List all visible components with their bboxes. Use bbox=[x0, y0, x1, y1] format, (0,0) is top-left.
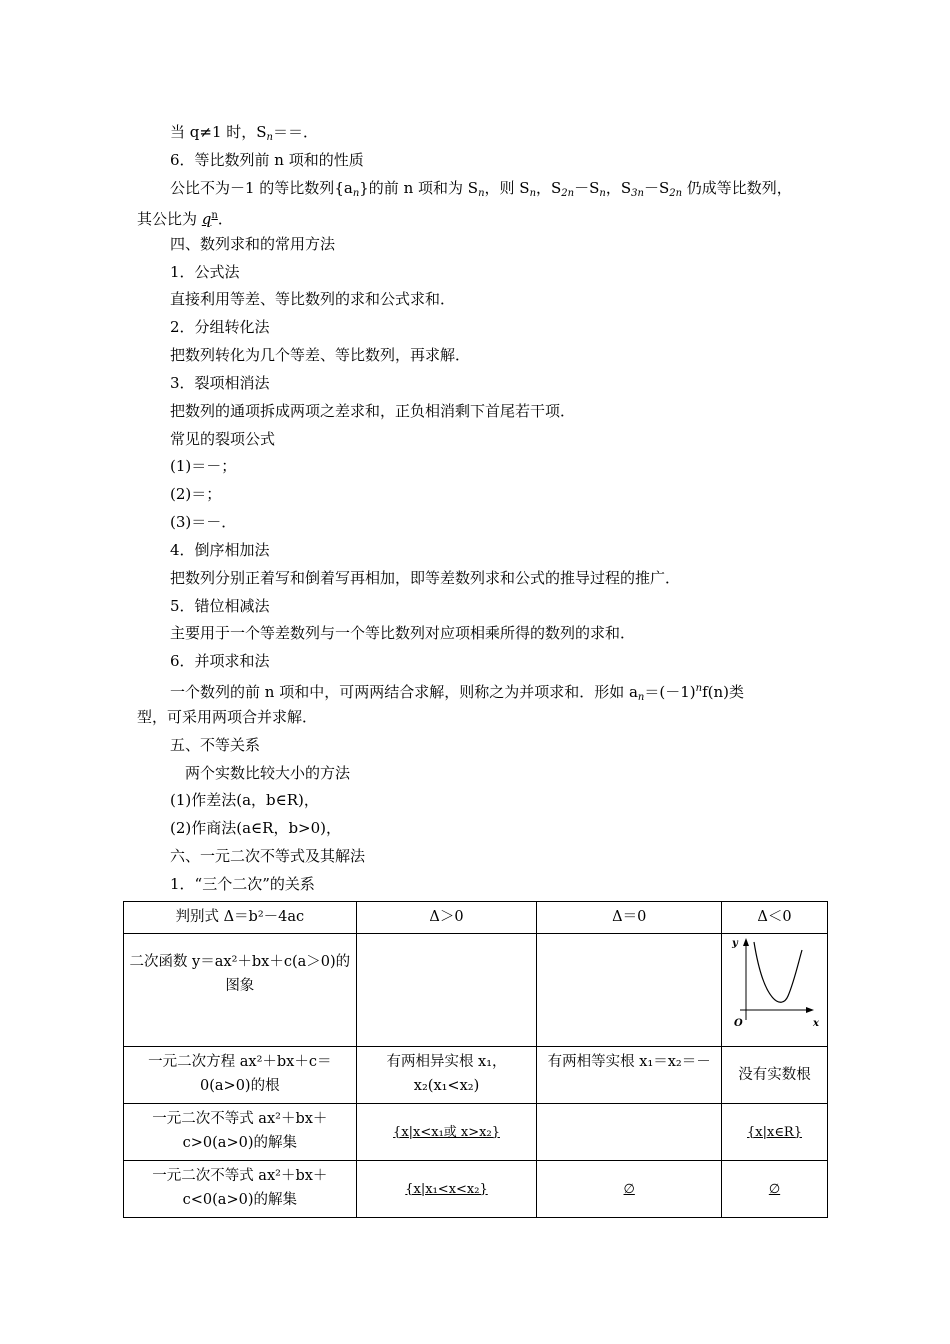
table-cell: 有两相等实根 x₁＝x₂＝－ bbox=[537, 1047, 722, 1104]
x-label: x bbox=[813, 1018, 819, 1029]
text-line-19: 主要用于一个等差数列与一个等比数列对应项相乘所得的数列的求和． bbox=[170, 624, 636, 642]
text-line-13: (1)＝－； bbox=[170, 457, 237, 475]
text-line-1: 当 q≠1 时，$S_n==$． bbox=[170, 123, 318, 143]
text-line-6: 1．公式法 bbox=[170, 263, 240, 281]
table-cell-graph bbox=[722, 934, 828, 1047]
table-cell bbox=[537, 1104, 722, 1161]
table-cell bbox=[356, 1161, 537, 1218]
text-line-16: 4．倒序相加法 bbox=[170, 541, 270, 559]
text-line-2: 6．等比数列前 n 项和的性质 bbox=[170, 151, 364, 169]
text-line-14: (2)＝； bbox=[170, 485, 222, 503]
text-line-15: (3)＝－． bbox=[170, 513, 237, 531]
table-cell bbox=[722, 1161, 828, 1218]
solution-set: {x|x∈R} bbox=[747, 1124, 802, 1140]
parabola-graph bbox=[726, 934, 823, 1034]
text-line-7: 直接利用等差、等比数列的求和公式求和． bbox=[170, 290, 456, 308]
text-line-18: 5．错位相减法 bbox=[170, 597, 270, 615]
table-cell: 二次函数 y＝ax²＋bx＋c(a＞0)的图象 bbox=[124, 934, 357, 1047]
table-cell bbox=[356, 1104, 537, 1161]
text-line-20: 6．并项求和法 bbox=[170, 652, 270, 670]
section-heading-5: 五、不等关系 bbox=[170, 736, 261, 754]
y-axis-arrow bbox=[743, 938, 749, 946]
solution-set: {x|x<x₁或 x>x₂} bbox=[393, 1124, 500, 1140]
text-line-22: 型，可采用两项合并求解． bbox=[137, 708, 318, 726]
text-line-17: 把数列分别正着写和倒着写再相加，即等差数列求和公式的推导过程的推广． bbox=[170, 569, 681, 587]
x-axis-arrow bbox=[806, 1007, 814, 1013]
table-cell: 一元二次不等式 ax²＋bx＋c>0(a>0)的解集 bbox=[124, 1104, 357, 1161]
empty-set: ∅ bbox=[768, 1181, 781, 1197]
table-cell bbox=[356, 934, 537, 1047]
section-heading-6: 六、一元二次不等式及其解法 bbox=[170, 847, 366, 865]
text-line-21: 一个数列的前 n 项和中，可两两结合求解，则称之为并项求和．形如 $a_n=(-1)^nf(n)$类 bbox=[170, 683, 744, 703]
text-line-9: 把数列转化为几个等差、等比数列，再求解． bbox=[170, 346, 471, 364]
y-label: y bbox=[732, 938, 738, 949]
origin-label: O bbox=[734, 1018, 743, 1029]
text-line-12: 常见的裂项公式 bbox=[170, 430, 276, 448]
table-header-cell: Δ＞0 bbox=[356, 902, 537, 934]
text-line-26: (2)作商法(a∈R，b>0)， bbox=[170, 819, 342, 837]
text-line-3: 公比不为－1 的等比数列$\{a_n\}$的前 n 项和为 $S_n$，则 $S_n$，$S_{2n}-S_n$，$S_{3n}-S_{2n}$ 仍成等比数列， bbox=[170, 179, 792, 199]
text-line-10: 3．裂项相消法 bbox=[170, 374, 270, 392]
text-line-25: (1)作差法(a，b∈R)， bbox=[170, 791, 319, 809]
table-row bbox=[124, 1104, 828, 1161]
table-cell: 一元二次不等式 ax²＋bx＋c<0(a>0)的解集 bbox=[124, 1161, 357, 1218]
three-quadratics-table bbox=[123, 901, 828, 1218]
table-header-row bbox=[124, 902, 828, 934]
text-line-8: 2．分组转化法 bbox=[170, 318, 270, 336]
text-line-4: 其公比为 $q^n$． bbox=[137, 210, 233, 228]
table-cell bbox=[537, 1161, 722, 1218]
table-cell: 一元二次方程 ax²＋bx＋c＝0(a>0)的根 bbox=[124, 1047, 357, 1104]
text-line-28: 1．“三个二次”的关系 bbox=[170, 875, 315, 893]
table-header-cell: Δ＝0 bbox=[537, 902, 722, 934]
table-cell bbox=[722, 1104, 828, 1161]
section-heading-4: 四、数列求和的常用方法 bbox=[170, 235, 336, 253]
parabola-curve bbox=[754, 942, 802, 1002]
table-row bbox=[124, 934, 828, 1047]
table-cell bbox=[537, 934, 722, 1047]
table-header-cell: 判别式 Δ＝b²－4ac bbox=[124, 902, 357, 934]
table-cell: 没有实数根 bbox=[722, 1047, 828, 1104]
table-cell: 有两相异实根 x₁，x₂(x₁<x₂) bbox=[356, 1047, 537, 1104]
solution-set: {x|x₁<x<x₂} bbox=[405, 1181, 488, 1197]
table-row bbox=[124, 1161, 828, 1218]
text-line-11: 把数列的通项拆成两项之差求和，正负相消剩下首尾若干项． bbox=[170, 402, 576, 420]
empty-set: ∅ bbox=[623, 1181, 635, 1197]
text-line-24: 两个实数比较大小的方法 bbox=[185, 764, 351, 782]
table-row bbox=[124, 1047, 828, 1104]
table-header-cell: Δ＜0 bbox=[722, 902, 828, 934]
